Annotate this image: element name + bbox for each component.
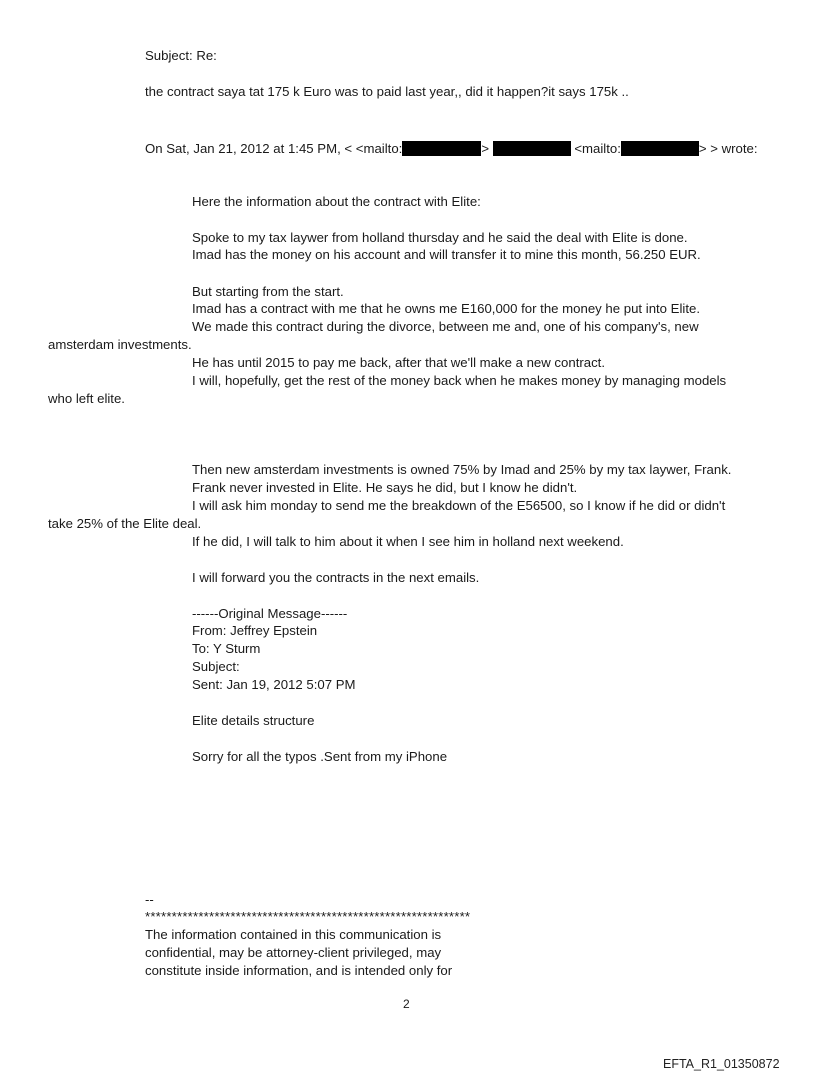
disclaimer-line: confidential, may be attorney-client privileged, may [145,945,442,960]
attribution-suffix: > > wrote: [698,141,758,156]
body-paragraph: Here the information about the contract with Elite: [192,194,481,209]
disclaimer-line: The information contained in this communication is [145,927,442,942]
body-line: Then new amsterdam investments is owned 75% by Imad and 25% by my tax laywer, Frank. [192,462,732,477]
body-line: But starting from the start. [192,284,344,299]
reply-text: the contract saya tat 175 k Euro was to paid last year,, did it happen?it says 175k .. [145,84,629,99]
body-paragraph: I will forward you the contracts in the next emails. [192,570,480,585]
document-id: EFTA_R1_01350872 [663,1057,780,1071]
body-line: Imad has the money on his account and will transfer it to mine this month, 56.250 EUR. [192,247,701,262]
signature-dashes: -- [145,892,154,907]
original-body: Sorry for all the typos .Sent from my iPhone [192,749,448,764]
disclaimer-line: constitute inside information, and is intended only for [145,963,453,978]
page-number: 2 [403,997,410,1011]
body-line: He has until 2015 to pay me back, after that we'll make a new contract. [192,355,606,370]
quote-attribution [145,140,758,158]
body-line: I will ask him monday to send me the breakdown of the E56500, so I know if he did or didn't [192,498,726,513]
original-sent: Sent: Jan 19, 2012 5:07 PM [192,677,356,692]
body-line: who left elite. [48,391,125,406]
body-line: Frank never invested in Elite. He says he did, but I know he didn't. [192,480,578,495]
body-line: If he did, I will talk to him about it when I see him in holland next weekend. [192,534,624,549]
body-line: amsterdam investments. [48,337,192,352]
email-subject: Subject: Re: [145,48,217,63]
attribution-prefix: On Sat, Jan 21, 2012 at 1:45 PM, < <mailto: [145,141,403,156]
redaction-box [621,141,699,156]
body-line: Spoke to my tax laywer from holland thursday and he said the deal with Elite is done. [192,230,688,245]
body-line: Imad has a contract with me that he owns me E160,000 for the money he put into Elite. [192,301,701,316]
signature-stars: ************************************************************* [145,909,471,924]
body-line: I will, hopefully, get the rest of the money back when he makes money by managing models [192,373,727,388]
body-line: take 25% of the Elite deal. [48,516,202,531]
original-to: To: Y Sturm [192,641,261,656]
attribution-mid1: > [481,141,490,156]
redaction-box [493,141,571,156]
body-line: We made this contract during the divorce, between me and, one of his company's, new [192,319,699,334]
original-body: Elite details structure [192,713,315,728]
original-from: From: Jeffrey Epstein [192,623,318,638]
attribution-mid2: <mailto: [574,141,621,156]
original-message-divider: ------Original Message------ [192,606,348,621]
original-subject: Subject: [192,659,240,674]
redaction-box [402,141,481,156]
